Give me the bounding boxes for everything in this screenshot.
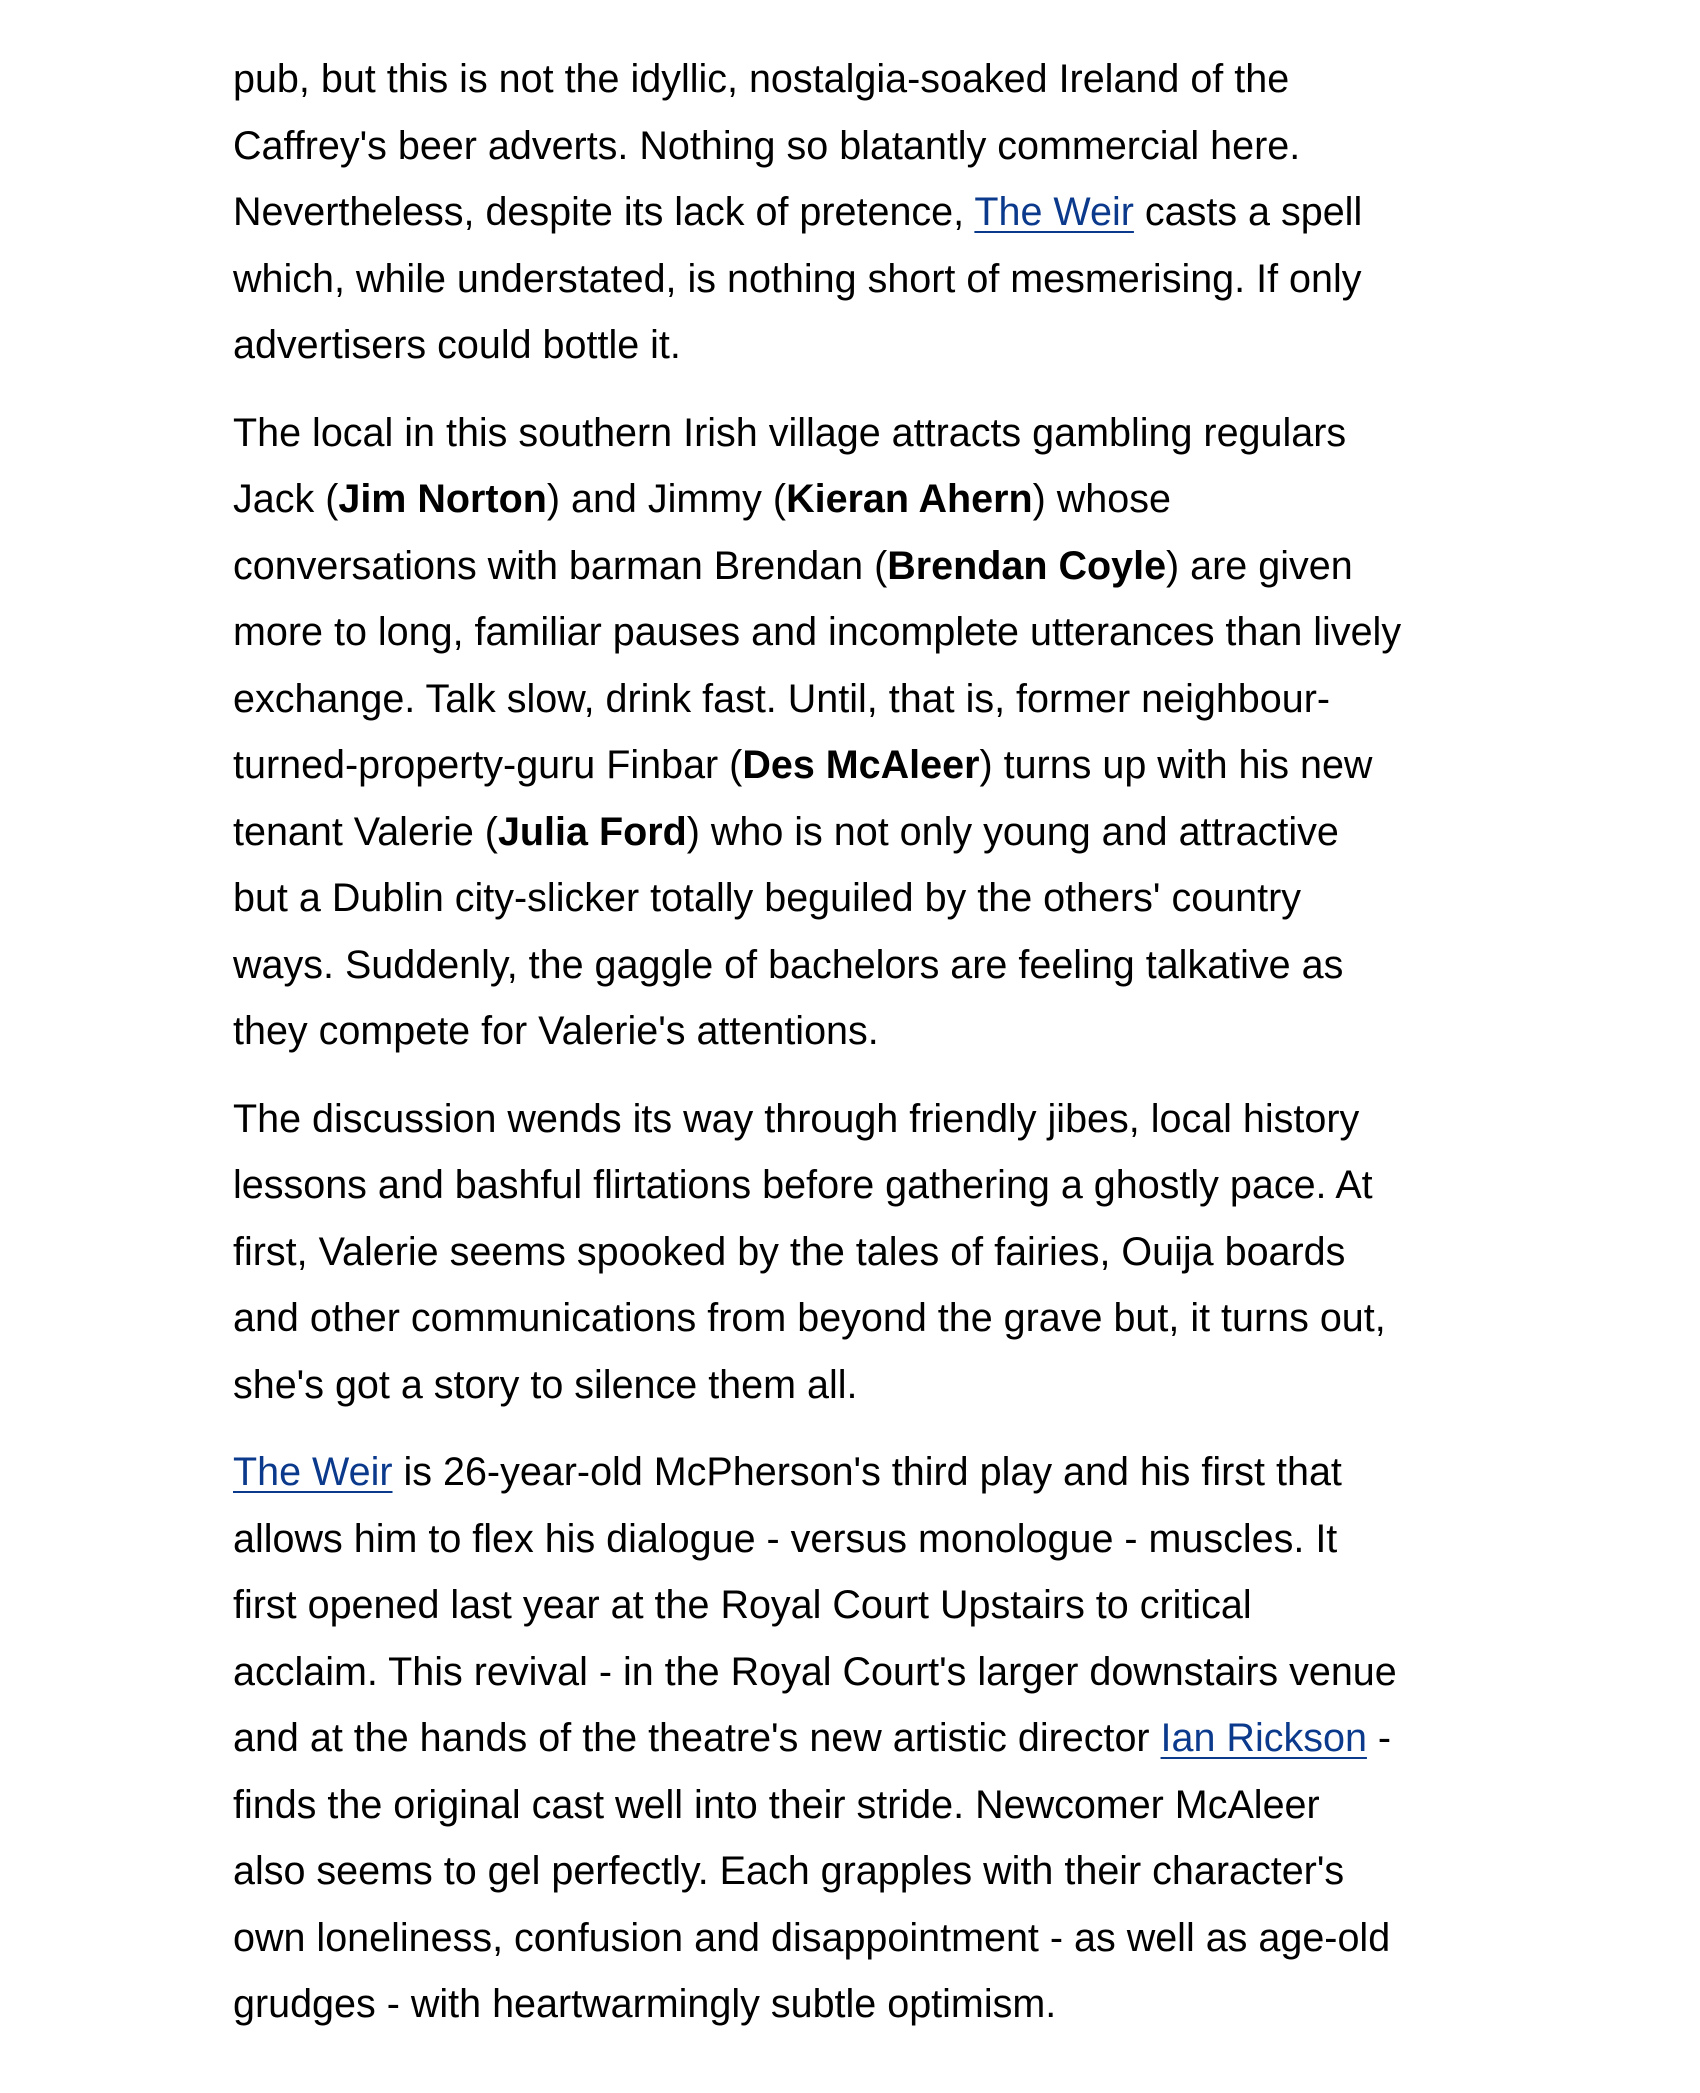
- the-weir-link[interactable]: The Weir: [233, 1450, 393, 1494]
- actor-name: Julia Ford: [497, 809, 687, 854]
- text-line: Caffrey's beer adverts. Nothing so blatantly commercial here.: [233, 123, 1301, 168]
- text-segment: casts a spell: [1133, 190, 1363, 234]
- text-line: [233, 1705, 1503, 1772]
- text-line: [233, 179, 1503, 246]
- text-line: exchange. Talk slow, drink fast. Until, that is, former neighbour-: [233, 676, 1331, 721]
- text-line: also seems to gel perfectly. Each grapples with their character's: [233, 1849, 1345, 1893]
- text-segment: and at the hands of the theatre's new artistic director: [233, 1716, 1161, 1760]
- the-weir-link[interactable]: The Weir: [974, 190, 1134, 234]
- text-segment: tenant Valerie (: [233, 809, 498, 854]
- text-line: which, while understated, is nothing short of mesmerising. If only: [233, 256, 1362, 301]
- text-line: advertisers could bottle it.: [233, 323, 681, 367]
- paragraph-1: [233, 46, 1503, 379]
- text-line: first opened last year at the Royal Court Upstairs to critical: [233, 1583, 1252, 1627]
- actor-name: Kieran Ahern: [786, 477, 1033, 521]
- text-line: more to long, familiar pauses and incomplete utterances than lively: [233, 610, 1402, 654]
- text-line: but a Dublin city-slicker totally beguiled by the others' country: [233, 876, 1301, 920]
- text-segment: ) and Jimmy (: [546, 477, 787, 521]
- paragraph-3: [233, 1086, 1503, 1419]
- text-line: ways. Suddenly, the gaggle of bachelors are feeling talkative as: [233, 942, 1344, 987]
- ian-rickson-link[interactable]: Ian Rickson: [1160, 1716, 1367, 1760]
- text-segment: ) are given: [1166, 543, 1353, 588]
- text-line: The discussion wends its way through friendly jibes, local history: [233, 1096, 1360, 1141]
- text-segment: ) turns up with his new: [979, 743, 1373, 787]
- actor-name: Jim Norton: [338, 477, 547, 521]
- actor-name: Brendan Coyle: [887, 543, 1167, 588]
- text-line: grudges - with heartwarmingly subtle optimism.: [233, 1982, 1057, 2026]
- text-line: own loneliness, confusion and disappointment - as well as age-old: [233, 1915, 1391, 1960]
- text-line: finds the original cast well into their stride. Newcomer McAleer: [233, 1782, 1320, 1827]
- paragraph-2: [233, 400, 1503, 1065]
- paragraph-4: [233, 1439, 1503, 2038]
- text-segment: ) who is not only young and attractive: [686, 809, 1339, 854]
- text-segment: ) whose: [1032, 477, 1171, 521]
- text-segment: Jack (: [233, 477, 339, 521]
- text-line: The local in this southern Irish village attracts gambling regulars: [233, 410, 1347, 455]
- text-line: [233, 533, 1503, 600]
- text-line: [233, 1439, 1503, 1506]
- text-line: [233, 466, 1503, 533]
- text-line: lessons and bashful flirtations before gathering a ghostly pace. At: [233, 1163, 1373, 1207]
- article-body: [233, 46, 1503, 2059]
- text-segment: Nevertheless, despite its lack of pretence,: [233, 190, 975, 234]
- text-segment: conversations with barman Brendan (: [233, 543, 888, 588]
- text-line: allows him to flex his dialogue - versus monologue - muscles. It: [233, 1516, 1338, 1561]
- text-line: acclaim. This revival - in the Royal Court's larger downstairs venue: [233, 1649, 1397, 1694]
- text-segment: is 26-year-old McPherson's third play and his first that: [392, 1450, 1342, 1494]
- text-line: pub, but this is not the idyllic, nostalgia-soaked Ireland of the: [233, 57, 1290, 101]
- text-line: first, Valerie seems spooked by the tales of fairies, Ouija boards: [233, 1229, 1346, 1274]
- text-line: [233, 799, 1503, 866]
- text-segment: -: [1366, 1716, 1392, 1760]
- text-line: [233, 732, 1503, 799]
- text-line: they compete for Valerie's attentions.: [233, 1009, 879, 1053]
- text-line: and other communications from beyond the grave but, it turns out,: [233, 1296, 1386, 1340]
- text-line: she's got a story to silence them all.: [233, 1362, 858, 1407]
- text-segment: turned-property-guru Finbar (: [233, 743, 743, 787]
- actor-name: Des McAleer: [742, 743, 980, 787]
